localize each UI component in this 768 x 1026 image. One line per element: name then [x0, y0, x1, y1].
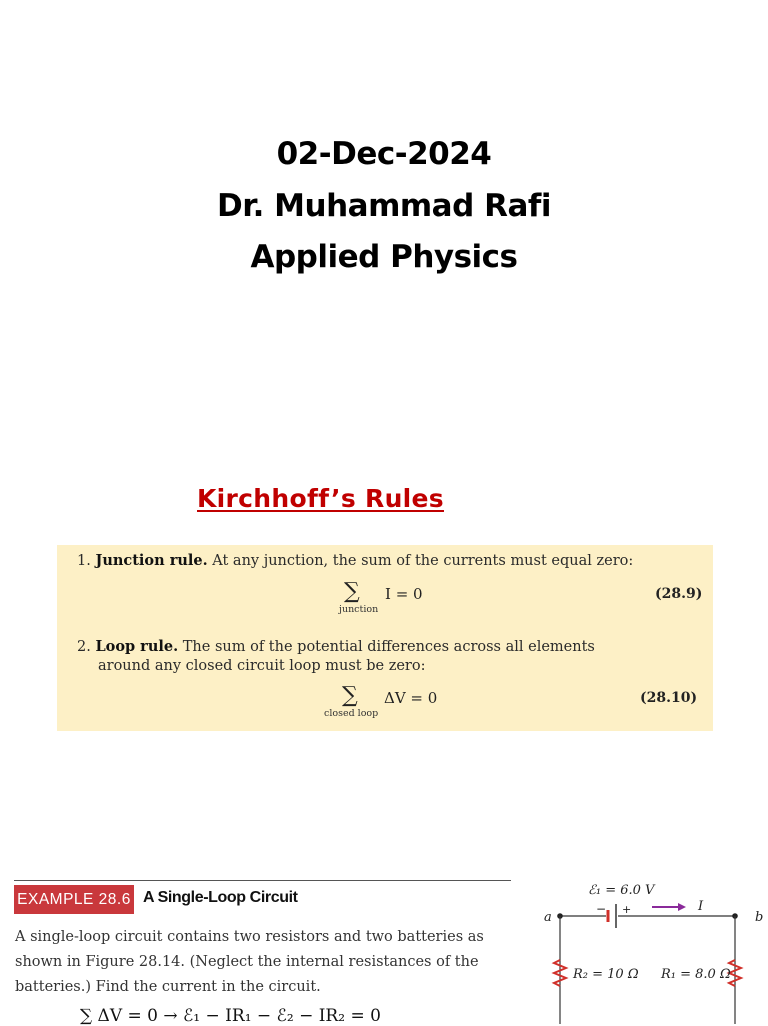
rule2-sum-symbol: ∑ — [342, 683, 358, 708]
course-heading: Applied Physics — [250, 239, 518, 275]
node-b-label: b — [755, 910, 764, 925]
node-a-label: a — [544, 910, 552, 925]
rule2-name: Loop rule. — [95, 638, 179, 655]
date-heading: 02-Dec-2024 — [276, 136, 492, 172]
loop-rule-text — [77, 637, 595, 676]
example-title: A Single-Loop Circuit — [143, 889, 298, 906]
rule2-sum-subscript: closed loop — [324, 708, 379, 719]
example-equation: ∑ ΔV = 0 → ℰ₁ − IR₁ − ℰ₂ − IR₂ = 0 — [80, 1006, 381, 1026]
rule1-sum-subscript: junction — [339, 604, 379, 615]
rule2-eq-number: (28.10) — [640, 690, 698, 706]
r2-label: R₂ = 10 Ω — [573, 967, 639, 982]
section-title: Kirchhoff’s Rules — [197, 484, 444, 513]
rule1-sum-symbol: ∑ — [344, 579, 360, 604]
battery-minus-sign: − — [596, 902, 607, 916]
junction-rule-text — [77, 551, 633, 571]
example-tag: EXAMPLE 28.6 — [14, 885, 134, 914]
author-heading: Dr. Muhammad Rafi — [217, 188, 551, 224]
rule2-text-line2: around any closed circuit loop must be zero: — [98, 658, 426, 674]
rule1-text: At any junction, the sum of the currents must equal zero: — [212, 553, 634, 569]
example-divider — [14, 880, 511, 881]
rules-box — [57, 545, 713, 731]
circuit-diagram — [540, 876, 768, 1024]
battery-plus-sign: + — [622, 903, 632, 916]
emf-label: ℰ₁ = 6.0 V — [588, 883, 655, 898]
current-arrow-head — [678, 903, 686, 911]
rule2-equation: ΔV = 0 — [384, 689, 438, 707]
rule1-eq-number: (28.9) — [655, 586, 703, 602]
example-text: A single-loop circuit contains two resistors and two batteries as shown in Figure 28.14. (Neglect the internal resistances of the batteries.) Find the current in the circuit. — [15, 929, 484, 995]
rule1-name: Junction rule. — [95, 552, 208, 569]
rule2-text-line1: The sum of the potential differences across all elements — [182, 639, 595, 655]
current-label: I — [698, 899, 704, 914]
r1-label: R₁ = 8.0 Ω — [661, 967, 731, 982]
rule1-equation: I = 0 — [385, 585, 423, 603]
rule1-number: 1. — [77, 553, 91, 569]
rule2-number: 2. — [77, 639, 91, 655]
